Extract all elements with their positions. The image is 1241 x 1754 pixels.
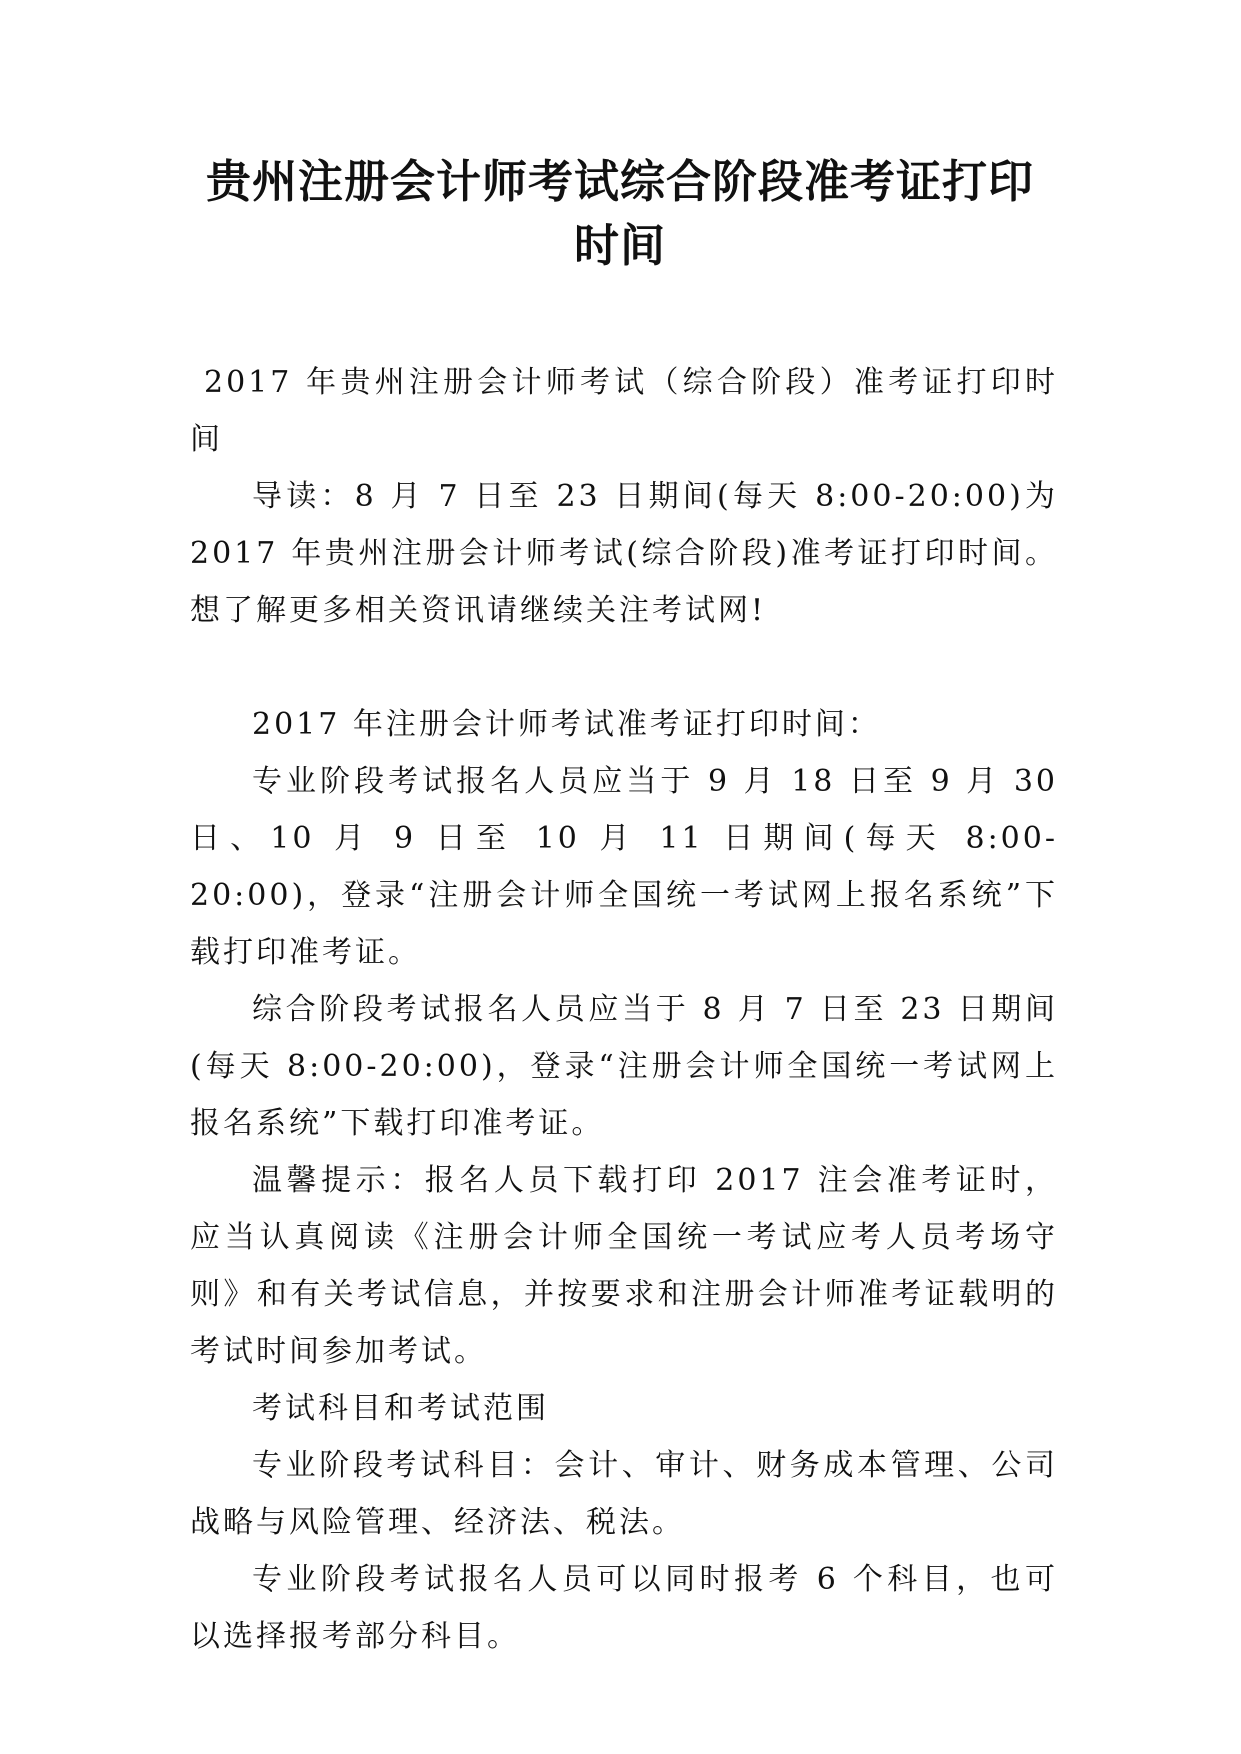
paragraph-heading: 2017 年贵州注册会计师考试（综合阶段）准考证打印时间 bbox=[190, 365, 1058, 457]
paragraph-spacer bbox=[190, 639, 1058, 696]
paragraph-professional-stage: 专业阶段考试报名人员应当于 9 月 18 日至 9 月 30 日、10 月 9 日至 10 月 11 日期间(每天 8:00-20:00)，登录“注册会计师全国统一考试网上报名系统”下载打印准考证。 bbox=[190, 764, 1058, 970]
paragraph-subjects: 专业阶段考试科目：会计、审计、财务成本管理、公司战略与风险管理、经济法、税法。 bbox=[190, 1448, 1058, 1540]
document-title: 贵州注册会计师考试综合阶段准考证打印时间 bbox=[205, 155, 1034, 272]
paragraph-print-time-heading: 2017 年注册会计师考试准考证打印时间： bbox=[252, 707, 881, 742]
paragraph-intro: 导读：8 月 7 日至 23 日期间(每天 8:00-20:00)为 2017 年贵州注册会计师考试(综合阶段)准考证打印时间。想了解更多相关资讯请继续关注考试网! bbox=[190, 479, 1058, 628]
paragraph-subject-choice: 专业阶段考试报名人员可以同时报考 6 个科目，也可以选择报考部分科目。 bbox=[190, 1562, 1058, 1654]
paragraph-reminder: 温馨提示：报名人员下载打印 2017 注会准考证时，应当认真阅读《注册会计师全国统一考试应考人员考场守则》和有关考试信息，并按要求和注册会计师准考证载明的考试时间参加考试。 bbox=[190, 1163, 1058, 1369]
document-body bbox=[190, 354, 1058, 1665]
paragraph-comprehensive-stage: 综合阶段考试报名人员应当于 8 月 7 日至 23 日期间(每天 8:00-20:00)，登录“注册会计师全国统一考试网上报名系统”下载打印准考证。 bbox=[190, 992, 1058, 1141]
paragraph-subjects-heading: 考试科目和考试范围 bbox=[252, 1391, 549, 1426]
